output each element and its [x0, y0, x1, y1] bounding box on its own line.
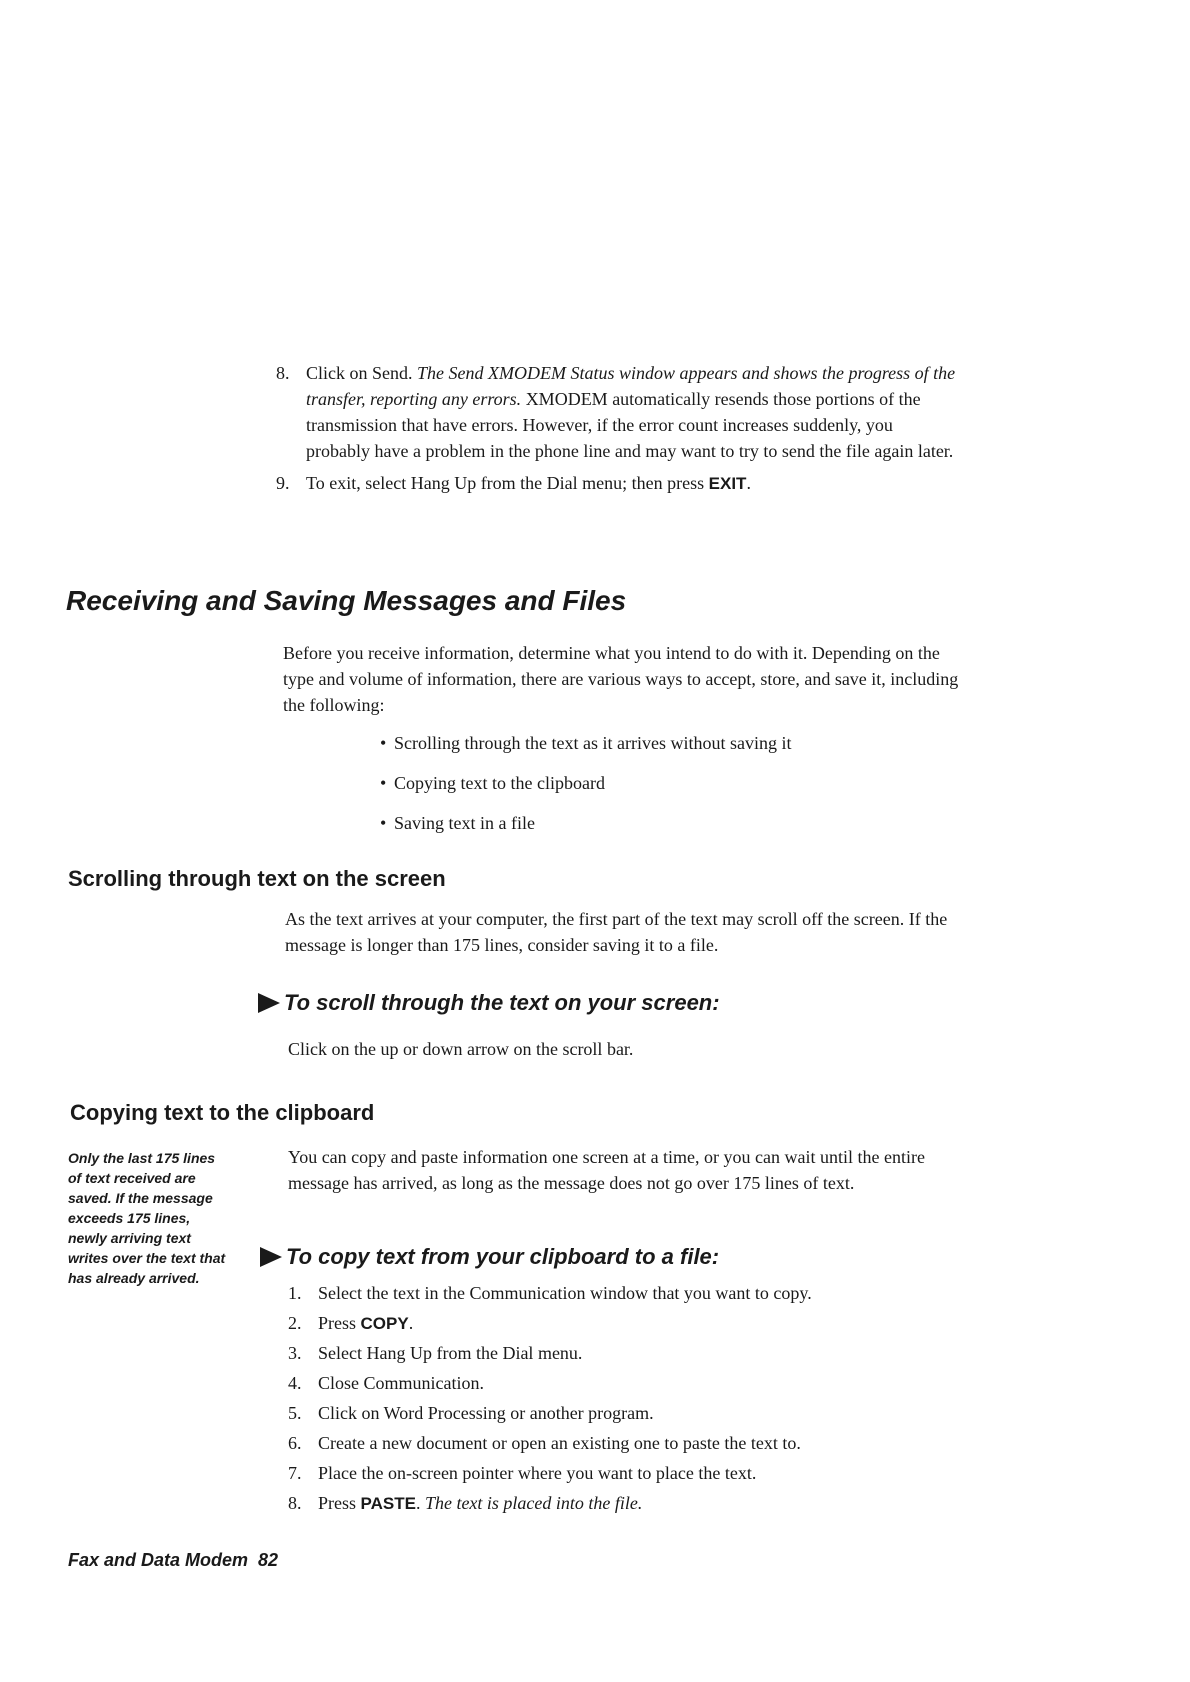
step-lead: Press	[318, 1313, 361, 1333]
step-lead: Click on Send.	[306, 363, 417, 383]
step-number: 3.	[288, 1343, 302, 1363]
step-number: 6.	[288, 1433, 302, 1453]
section-title: Receiving and Saving Messages and Files	[66, 585, 627, 616]
step-number: 8.	[276, 363, 290, 383]
list-item-text: Saving text in a file	[394, 813, 535, 833]
scroll-procedure-title	[258, 990, 720, 1016]
step-result: The Send XMODEM Status window appears and shows the progress of the transfer, reporting any errors.	[306, 363, 956, 409]
procedure-title-text: To scroll through the text on your screen:	[284, 990, 720, 1015]
step-number: 9.	[276, 473, 290, 493]
step-end: .	[415, 1493, 425, 1513]
paste-key: PASTE	[360, 1494, 416, 1513]
step-end: .	[746, 473, 751, 493]
exit-key: EXIT	[708, 474, 747, 493]
step-3	[288, 1340, 988, 1370]
section-intro: Before you receive information, determine what you intend to do with it. Depending on the type and volume of information, there are various ways to accept, store, and save it, including the following:	[283, 643, 959, 715]
step-4	[288, 1370, 988, 1400]
page-footer: Fax and Data Modem 82	[68, 1550, 279, 1570]
step-rest: XMODEM automatically resends those portions of the transmission that have errors. However, if the error count increases suddenly, you probably have a problem in the phone line and may want to try to send the file again later.	[306, 389, 954, 461]
step-text: Close Communication.	[318, 1373, 484, 1393]
arrow-right-icon	[258, 993, 280, 1013]
copy-steps	[288, 1280, 988, 1520]
step-result: The text is placed into the file.	[424, 1493, 643, 1513]
scrolling-body: As the text arrives at your computer, the first part of the text may scroll off the screen. If the message is longer than 175 lines, consider saving it to a file.	[285, 909, 948, 955]
step-7	[288, 1460, 988, 1490]
step-text	[318, 1490, 988, 1520]
step-number: 5.	[288, 1403, 302, 1423]
step-9	[276, 470, 956, 497]
list-item: • Scrolling through the text as it arrives without saving it	[380, 730, 940, 756]
copy-procedure-title	[260, 1244, 719, 1270]
step-8	[288, 1490, 988, 1520]
step-1	[288, 1280, 988, 1310]
list-item: • Saving text in a file	[380, 810, 940, 836]
scrolling-heading: Scrolling through text on the screen	[68, 866, 446, 891]
procedure-title-text: To copy text from your clipboard to a file:	[286, 1244, 720, 1269]
step-number: 7.	[288, 1463, 302, 1483]
step-end: .	[408, 1313, 414, 1333]
step-text: Select the text in the Communication window that you want to copy.	[318, 1283, 812, 1303]
step-text: Select Hang Up from the Dial menu.	[318, 1343, 583, 1363]
step-number: 4.	[288, 1373, 302, 1393]
step-lead: To exit, select Hang Up from the Dial menu; then press	[306, 473, 709, 493]
step-lead: Press	[318, 1493, 361, 1513]
scroll-procedure-body: Click on the up or down arrow on the scroll bar.	[288, 1039, 634, 1059]
list-item-text: Scrolling through the text as it arrives without saving it	[394, 733, 792, 753]
copying-body: You can copy and paste information one screen at a time, or you can wait until the entire message has arrived, as long as the message does not go over 175 lines of text.	[288, 1147, 925, 1193]
step-6	[288, 1430, 988, 1460]
step-text	[318, 1310, 988, 1340]
step-number: 8.	[288, 1493, 302, 1513]
copy-key: COPY	[360, 1314, 409, 1333]
step-5	[288, 1400, 988, 1430]
options-list	[380, 730, 940, 850]
step-text	[306, 360, 956, 464]
step-8	[276, 360, 956, 464]
step-text: Click on Word Processing or another program.	[318, 1403, 654, 1423]
copying-heading: Copying text to the clipboard	[70, 1100, 375, 1125]
top-steps	[276, 360, 956, 497]
list-item-text: Copying text to the clipboard	[394, 773, 605, 793]
step-2	[288, 1310, 988, 1340]
step-text: Place the on-screen pointer where you want to place the text.	[318, 1463, 757, 1483]
list-item: • Copying text to the clipboard	[380, 770, 940, 796]
step-number: 2.	[288, 1313, 302, 1333]
step-text: Create a new document or open an existing one to paste the text to.	[318, 1433, 801, 1453]
margin-note: Only the last 175 lines of text received are saved. If the message exceeds 175 lines, newly arriving text writes over the text that has already arrived.	[68, 1150, 226, 1286]
step-text	[306, 470, 956, 497]
arrow-right-icon	[260, 1247, 282, 1267]
step-number: 1.	[288, 1283, 302, 1303]
